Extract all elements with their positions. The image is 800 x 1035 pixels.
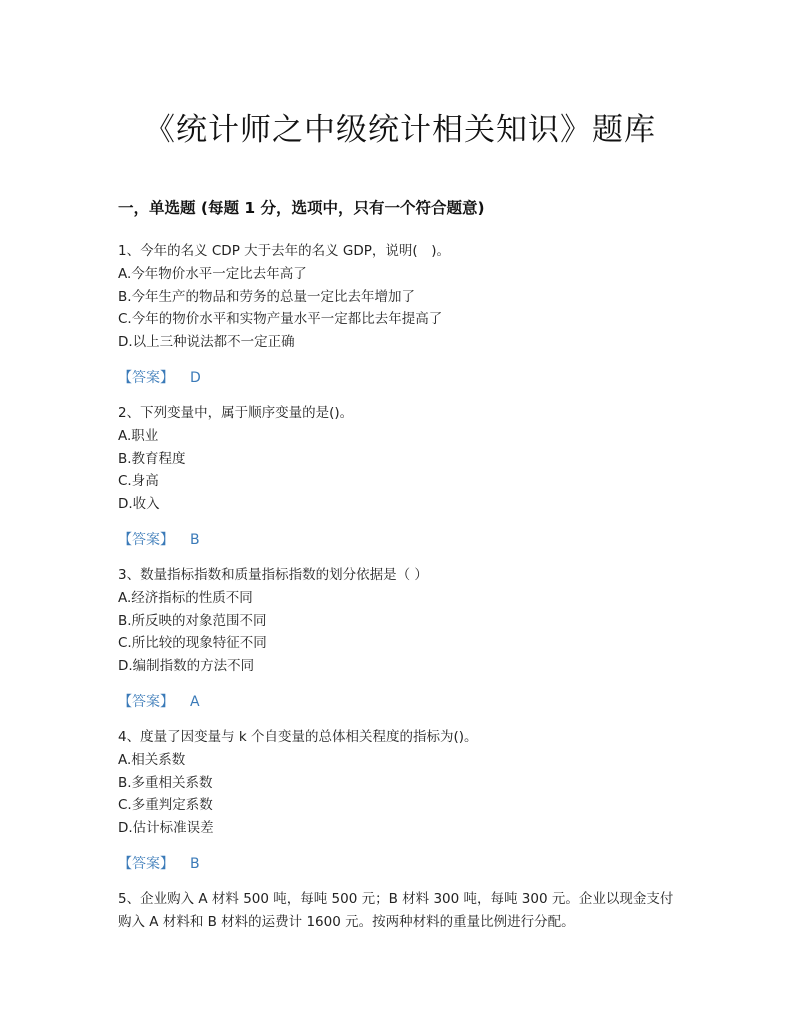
option-a: A.经济指标的性质不同 (118, 590, 253, 606)
question-5 (118, 888, 688, 934)
answer-value: A (190, 694, 200, 710)
option-c: C.多重判定系数 (118, 797, 213, 813)
answer-row (118, 528, 688, 552)
option-d: D.以上三种说法都不一定正确 (118, 333, 295, 350)
answer-label: 【答案】 (118, 856, 174, 872)
option-b: B.今年生产的物品和劳务的总量一定比去年增加了 (118, 288, 416, 305)
option-c: C.今年的物价水平和实物产量水平一定都比去年提高了 (118, 311, 443, 327)
answer-label: 【答案】 (118, 694, 174, 710)
option-b: B.多重相关系数 (118, 774, 213, 791)
question-1 (118, 240, 688, 390)
question-3 (118, 564, 688, 714)
option-c: C.身高 (118, 473, 159, 489)
answer-value: B (190, 532, 200, 548)
question-stem: 1、今年的名义 CDP 大于去年的名义 GDP，说明( )。 (118, 243, 450, 259)
answer-label: 【答案】 (118, 370, 174, 386)
option-a: A.相关系数 (118, 752, 186, 768)
section-heading: 一，单选题 (每题 1 分，选项中，只有一个符合题意) (118, 199, 485, 217)
question-stem: 2、下列变量中，属于顺序变量的是()。 (118, 405, 354, 421)
option-d: D.收入 (118, 495, 160, 512)
question-stem: 4、度量了因变量与 k 个自变量的总体相关程度的指标为()。 (118, 729, 478, 745)
answer-row (118, 852, 688, 876)
question-stem: 3、数量指标指数和质量指标指数的划分依据是（ ） (118, 567, 428, 583)
question-stem: 5、企业购入 A 材料 500 吨，每吨 500 元；B 材料 300 吨，每吨 300 元。企业以现金支付购入 A 材料和 B 材料的运费计 1600 元。按两种材料的重量比例进行分配。 (118, 891, 674, 930)
document-title: 《统计师之中级统计相关知识》题库 (144, 112, 656, 148)
answer-row (118, 690, 688, 714)
option-a: A.职业 (118, 428, 159, 444)
question-4 (118, 726, 688, 876)
option-c: C.所比较的现象特征不同 (118, 635, 267, 651)
question-2 (118, 402, 688, 552)
option-b: B.所反映的对象范围不同 (118, 612, 267, 629)
answer-value: D (190, 370, 201, 386)
question-list (118, 240, 688, 934)
answer-value: B (190, 856, 200, 872)
option-d: D.估计标准误差 (118, 819, 214, 836)
answer-row (118, 366, 688, 390)
option-d: D.编制指数的方法不同 (118, 657, 255, 674)
answer-label: 【答案】 (118, 532, 174, 548)
option-b: B.教育程度 (118, 450, 186, 467)
option-a: A.今年物价水平一定比去年高了 (118, 266, 307, 282)
